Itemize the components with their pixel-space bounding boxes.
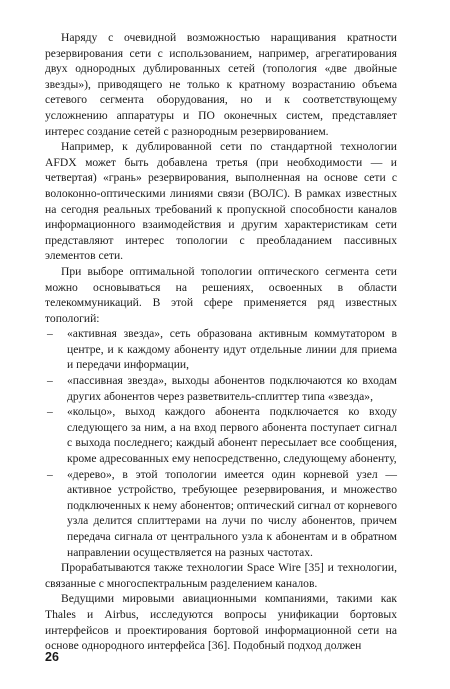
paragraph-redundancy-intro: Наряду с очевидной возможностью наращивания кратности резервирования сети с использованием, например, агрегатирования двух однородных дублированных сетей (топология «две двойные звезды»), приводящего не только к кратному возрастанию объема сетевого сегмента оборудования, но и к соответствующему усложнению аппаратуры и ПО оконечных систем, представляет интерес создание сетей с разнородным резервированием. xyxy=(45,31,397,138)
list-item xyxy=(45,467,397,561)
page-number: 26 xyxy=(45,650,59,664)
list-item xyxy=(45,373,397,404)
list-item-text: «пассивная звезда», выходы абонентов подключаются ко входам других абонентов через разветвитель-сплиттер типа «звезда», xyxy=(67,374,397,403)
list-dash: – xyxy=(47,405,53,419)
paragraph-spacewire: Прорабатываются также технологии Space Wire [35] и технологии, связанные с многоспектральным разделением каналов. xyxy=(45,561,397,590)
list-item-text: «кольцо», выход каждого абонента подключается ко входу следующего за ним, а на вход первого абонента поступает сигнал с выхода последнего; каждый абонент пересылает все сообщения, кроме адресованных ему непосредственно, следующему абоненту, xyxy=(67,405,397,466)
paragraph-topology-choice: При выборе оптимальной топологии оптического сегмента сети можно основываться на решениях, освоенных в области телекоммуникаций. В этой сфере применяется ряд известных топологий: xyxy=(45,264,397,325)
list-item-text: «дерево», в этой топологии имеется один корневой узел — активное устройство, требующее резервирования, и множество подключенных к нему абонентов; оптический сигнал от корневого узла делится сплиттерами на лучи по числу абонентов, причем передача сигнала от центрального узла к абонентам и в обратном направлении осуществляется на разных частотах. xyxy=(67,467,397,559)
topology-list xyxy=(45,326,397,560)
list-dash: – xyxy=(47,327,53,341)
list-item xyxy=(45,326,397,373)
paragraph-unification: Ведущими мировыми авиационными компаниями, такими как Thales и Airbus, исследуются вопросы унификации бортовых интерфейсов и проектирования бортовой информационной сети на основе однородного интерфейса [36]. Подобный подход должен xyxy=(45,592,397,653)
list-item xyxy=(45,404,397,466)
body-text xyxy=(45,30,397,654)
list-dash: – xyxy=(47,374,53,388)
list-dash: – xyxy=(47,467,53,481)
paragraph-afdx-example: Например, к дублированной сети по стандартной технологии AFDX может быть добавлена третья (при необходимости — и четвертая) «грань» резервирования, выполненная на основе сети с волоконно-оптическими линиями связи (ВОЛС). В рамках известных на сегодня реальных требований к пропускной способности каналов информационного взаимодействия и другим характеристикам сети представляют интерес топологии с преобладанием пассивных элементов сети. xyxy=(45,140,397,263)
list-item-text: «активная звезда», сеть образована активным коммутатором в центре, и к каждому абоненту идут отдельные линии для приема и передачи информации, xyxy=(67,327,397,372)
